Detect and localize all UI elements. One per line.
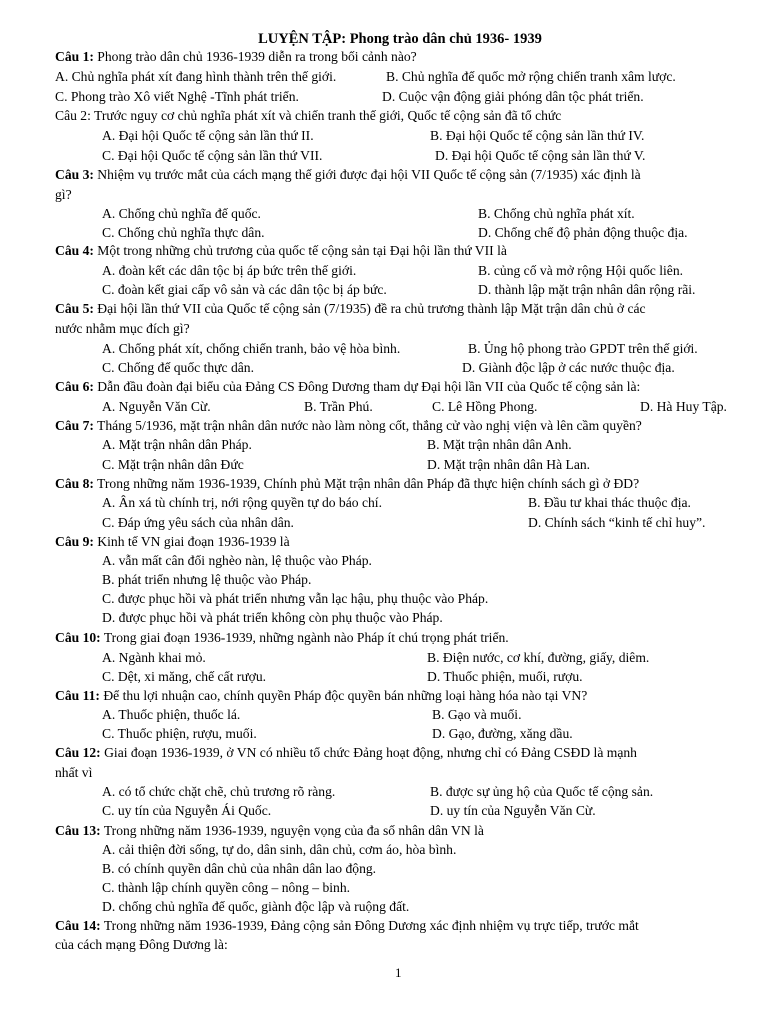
q3-option-c: C. Chống chủ nghĩa thực dân. xyxy=(102,225,265,240)
q7-option-b: B. Mặt trận nhân dân Anh. xyxy=(427,437,572,452)
q13-option-b: B. có chính quyền dân chủ của nhân dân lao động. xyxy=(102,861,377,876)
question-14 xyxy=(55,916,639,935)
question-label: Câu 5: xyxy=(55,301,94,316)
q5-option-c: C. Chống đế quốc thực dân. xyxy=(102,360,254,375)
question-text: Một trong những chủ trương của quốc tế cộng sản tại Đại hội lần thứ VII là xyxy=(93,243,507,258)
question-label: Câu 12: xyxy=(55,745,101,760)
question-5-cont: nước nhằm mục đích gì? xyxy=(55,321,190,336)
q13-option-d: D. chống chủ nghĩa đế quốc, giành độc lập và ruộng đất. xyxy=(102,899,410,914)
page-title: LUYỆN TẬP: Phong trào dân chủ 1936- 1939 xyxy=(258,31,542,47)
q9-option-d: D. được phục hồi và phát triển không còn phụ thuộc vào Pháp. xyxy=(102,610,443,625)
q8-option-c: C. Đáp ứng yêu sách của nhân dân. xyxy=(102,515,294,530)
q4-option-a: A. đoàn kết các dân tộc bị áp bức trên thế giới. xyxy=(102,263,357,278)
question-label: Câu 6: xyxy=(55,379,94,394)
question-4 xyxy=(55,241,507,260)
q10-option-b: B. Điện nước, cơ khí, đường, giấy, diêm. xyxy=(427,650,650,665)
question-text: Phong trào dân chủ 1936-1939 diễn ra trong bối cảnh nào? xyxy=(93,49,417,64)
question-text: Trong những năm 1936-1939, nguyện vọng của đa số nhân dân VN là xyxy=(100,823,484,838)
q11-option-c: C. Thuốc phiện, rượu, muối. xyxy=(102,726,257,741)
question-label: Câu 4: xyxy=(55,243,94,258)
page-number: 1 xyxy=(395,965,402,980)
question-3 xyxy=(55,165,641,184)
question-6 xyxy=(55,377,640,396)
question-label: Câu 3: xyxy=(55,167,94,182)
question-3-cont: gì? xyxy=(55,187,72,202)
question-text: Đại hội lần thứ VII của Quốc tế cộng sản (7/1935) đề ra chủ trương thành lập Mặt trận dân chủ ở các xyxy=(93,301,646,316)
q6-option-a: A. Nguyễn Văn Cừ. xyxy=(102,399,211,414)
question-text: Để thu lợi nhuận cao, chính quyền Pháp độc quyền bán những loại hàng hóa nào tại VN? xyxy=(99,688,588,703)
question-14-cont: của cách mạng Đông Dương là: xyxy=(55,937,228,952)
q11-option-b: B. Gạo và muối. xyxy=(432,707,522,722)
q3-option-b: B. Chống chủ nghĩa phát xít. xyxy=(478,206,635,221)
q9-option-a: A. vẫn mất cân đối nghèo nàn, lệ thuộc vào Pháp. xyxy=(102,553,372,568)
q5-option-a: A. Chống phát xít, chống chiến tranh, bảo vệ hòa bình. xyxy=(102,341,401,356)
question-text: Giai đoạn 1936-1939, ở VN có nhiều tổ chức Đảng hoạt động, nhưng chỉ có Đảng CSĐD là mạnh xyxy=(100,745,637,760)
q6-option-b: B. Trần Phú. xyxy=(304,399,373,414)
question-2: Câu 2: Trước nguy cơ chủ nghĩa phát xít và chiến tranh thế giới, Quốc tế cộng sản đã tổ chức xyxy=(55,108,562,123)
question-11 xyxy=(55,686,587,705)
question-12-cont: nhất vì xyxy=(55,765,93,780)
q4-option-b: B. củng cố và mở rộng Hội quốc liên. xyxy=(478,263,684,278)
q3-option-a: A. Chống chủ nghĩa đế quốc. xyxy=(102,206,261,221)
question-label: Câu 11: xyxy=(55,688,100,703)
q5-option-b: B. Ủng hộ phong trào GPDT trên thế giới. xyxy=(468,341,698,356)
q6-option-c: C. Lê Hồng Phong. xyxy=(432,399,538,414)
q11-option-a: A. Thuốc phiện, thuốc lá. xyxy=(102,707,241,722)
q7-option-d: D. Mặt trận nhân dân Hà Lan. xyxy=(427,457,591,472)
q12-option-a: A. có tổ chức chặt chẽ, chủ trương rõ ràng. xyxy=(102,784,336,799)
question-label: Câu 14: xyxy=(55,918,101,933)
question-text: Tháng 5/1936, mặt trận nhân dân nước nào làm nòng cốt, thắng cử vào nghị viện và lên cầm quyền? xyxy=(93,418,642,433)
q11-option-d: D. Gạo, đường, xăng dầu. xyxy=(432,726,573,741)
q1-option-c: C. Phong trào Xô viết Nghệ -Tĩnh phát triển. xyxy=(55,89,299,104)
q4-option-c: C. đoàn kết giai cấp vô sản và các dân tộc bị áp bức. xyxy=(102,282,387,297)
question-text: Trong những năm 1936-1939, Đảng cộng sản Đông Dương xác định nhiệm vụ trực tiếp, trước mắt xyxy=(100,918,639,933)
question-10 xyxy=(55,628,509,647)
question-text: Dẫn đầu đoàn đại biểu của Đảng CS Đông Dương tham dự Đại hội lần VII của Quốc tế cộng sản là: xyxy=(93,379,641,394)
question-text: Trong giai đoạn 1936-1939, những ngành nào Pháp ít chú trọng phát triển. xyxy=(100,630,509,645)
q2-option-a: A. Đại hội Quốc tế cộng sản lần thứ II. xyxy=(102,128,314,143)
q8-option-a: A. Ân xá tù chính trị, nới rộng quyền tự do báo chí. xyxy=(102,495,382,510)
q7-option-c: C. Mặt trận nhân dân Đức xyxy=(102,457,244,472)
question-text: Nhiệm vụ trước mắt của cách mạng thế giới được đại hội VII Quốc tế cộng sản (7/1935) xác định là xyxy=(93,167,641,182)
question-8 xyxy=(55,474,639,493)
q10-option-c: C. Dệt, xi măng, chế cất rượu. xyxy=(102,669,267,684)
question-label: Câu 1: xyxy=(55,49,94,64)
q13-option-a: A. cải thiện đời sống, tự do, dân sinh, dân chủ, cơm áo, hòa bình. xyxy=(102,842,457,857)
q10-option-a: A. Ngành khai mỏ. xyxy=(102,650,206,665)
q7-option-a: A. Mặt trận nhân dân Pháp. xyxy=(102,437,252,452)
q12-option-d: D. uy tín của Nguyễn Văn Cừ. xyxy=(430,803,596,818)
question-7 xyxy=(55,416,642,435)
q3-option-d: D. Chống chế độ phản động thuộc địa. xyxy=(478,225,688,240)
q5-option-d: D. Giành độc lập ở các nước thuộc địa. xyxy=(462,360,675,375)
question-5 xyxy=(55,299,646,318)
q10-option-d: D. Thuốc phiện, muối, rượu. xyxy=(427,669,583,684)
q4-option-d: D. thành lập mặt trận nhân dân rộng rãi. xyxy=(478,282,696,297)
question-text: Trong những năm 1936-1939, Chính phủ Mặt trận nhân dân Pháp đã thực hiện chính sách gì ở ĐD? xyxy=(93,476,640,491)
question-1 xyxy=(55,47,417,66)
question-text: Kinh tế VN giai đoạn 1936-1939 là xyxy=(93,534,290,549)
q9-option-b: B. phát triển nhưng lệ thuộc vào Pháp. xyxy=(102,572,312,587)
question-label: Câu 8: xyxy=(55,476,94,491)
q6-option-d: D. Hà Huy Tập. xyxy=(640,399,727,414)
q2-option-d: D. Đại hội Quốc tế cộng sản lần thứ V. xyxy=(435,148,646,163)
question-9 xyxy=(55,532,290,551)
question-12 xyxy=(55,743,637,762)
q1-option-b: B. Chủ nghĩa đế quốc mở rộng chiến tranh xâm lược. xyxy=(386,69,676,84)
q9-option-c: C. được phục hồi và phát triển nhưng vẫn lạc hậu, phụ thuộc vào Pháp. xyxy=(102,591,489,606)
question-label: Câu 7: xyxy=(55,418,94,433)
question-label: Câu 9: xyxy=(55,534,94,549)
q1-option-a: A. Chủ nghĩa phát xít đang hình thành trên thế giới. xyxy=(55,69,337,84)
question-label: Câu 13: xyxy=(55,823,101,838)
q12-option-b: B. được sự ủng hộ của Quốc tế cộng sản. xyxy=(430,784,654,799)
q2-option-c: C. Đại hội Quốc tế cộng sản lần thứ VII. xyxy=(102,148,323,163)
question-13 xyxy=(55,821,484,840)
q2-option-b: B. Đại hội Quốc tế cộng sản lần thứ IV. xyxy=(430,128,645,143)
question-label: Câu 10: xyxy=(55,630,101,645)
q13-option-c: C. thành lập chính quyền công – nông – binh. xyxy=(102,880,351,895)
q8-option-b: B. Đầu tư khai thác thuộc địa. xyxy=(528,495,691,510)
q1-option-d: D. Cuộc vận động giải phóng dân tộc phát triển. xyxy=(382,89,644,104)
q12-option-c: C. uy tín của Nguyễn Ái Quốc. xyxy=(102,803,272,818)
q8-option-d: D. Chính sách “kinh tế chỉ huy”. xyxy=(528,515,706,530)
